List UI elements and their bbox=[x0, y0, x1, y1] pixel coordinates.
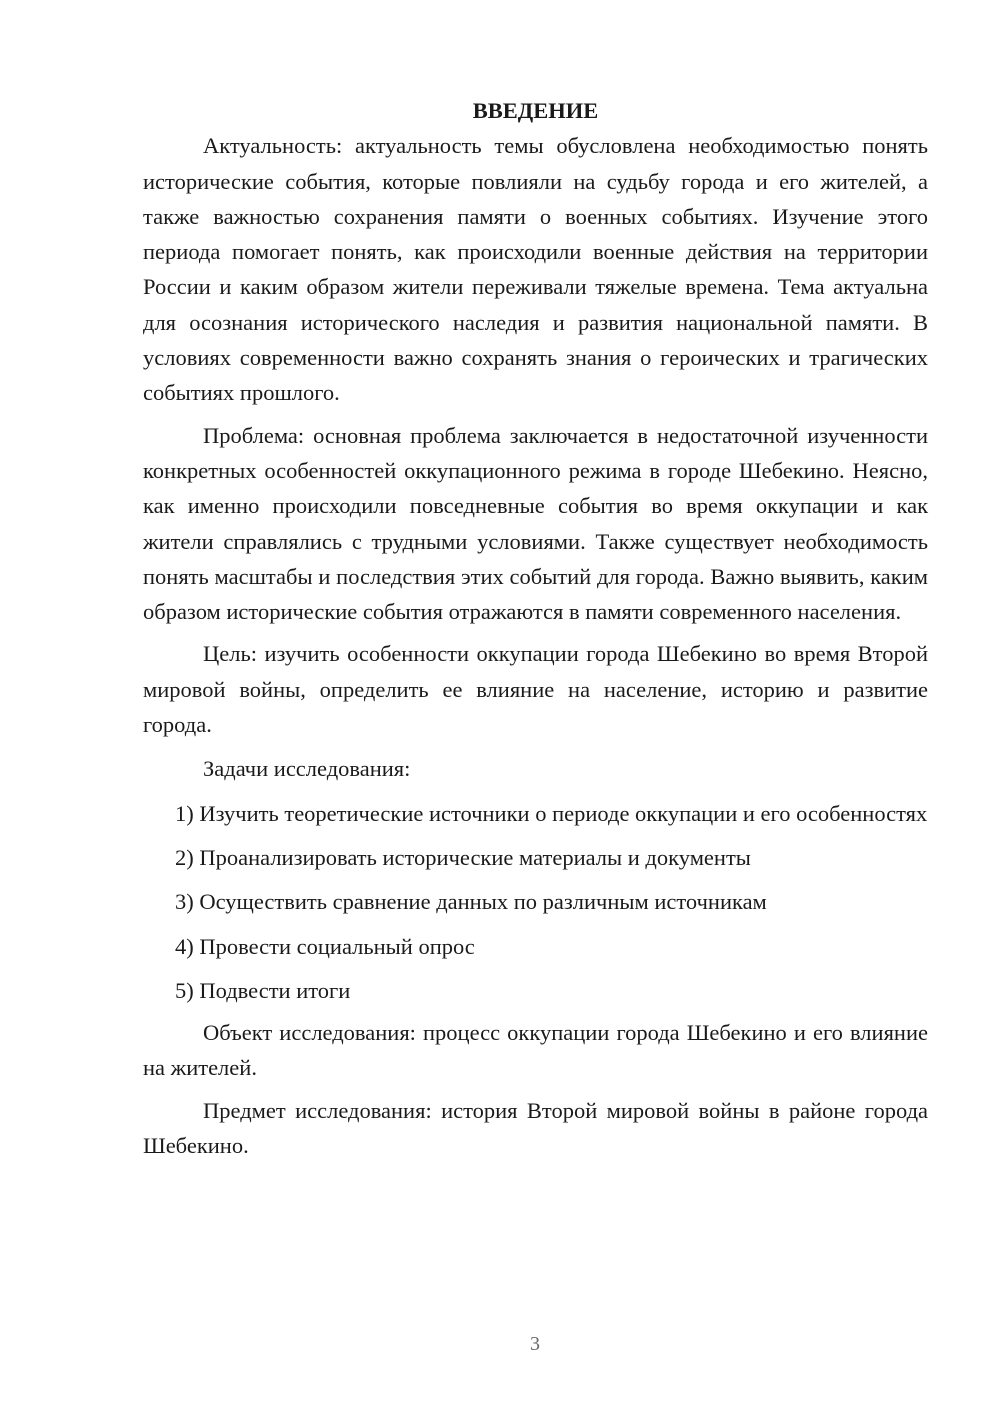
task-item-1: 1) Изучить теоретические источники о периоде оккупации и его особенностях bbox=[175, 800, 928, 826]
tasks-list bbox=[143, 796, 928, 1008]
task-item-5: 5) Подвести итоги bbox=[175, 977, 351, 1003]
task-item-3: 3) Осуществить сравнение данных по различным источникам bbox=[175, 889, 767, 915]
subject-paragraph: Предмет исследования: история Второй мировой войны в районе города Шебекино. bbox=[143, 1097, 928, 1159]
tasks-title: Задачи исследования: bbox=[203, 756, 411, 782]
section-heading: ВВЕДЕНИЕ bbox=[472, 98, 599, 123]
task-item-2: 2) Проанализировать исторические материалы и документы bbox=[175, 844, 751, 870]
problem-paragraph: Проблема: основная проблема заключается в недостаточной изученности конкретных особенностей оккупационного режима в городе Шебекино. Неясно, как именно происходили повседневные события во время оккупации и как жители справлялись с трудными условиями. Также существует необходимость понять масштабы и последствия этих событий для города. Важно выявить, каким образом исторические события отражаются в памяти современного населения. bbox=[143, 422, 928, 625]
relevance-paragraph: Актуальность: актуальность темы обусловлена необходимостью понять исторические события, которые повлияли на судьбу города и его жителей, а также важностью сохранения памяти о военных событиях. Изучение этого периода помогает понять, как происходили военные действия на территории России и каким образом жители переживали тяжелые времена. Тема актуальна для осознания исторического наследия и развития национальной памяти. В условиях современности важно сохранять знания о героических и трагических событиях прошлого. bbox=[143, 133, 928, 406]
page-content bbox=[143, 93, 928, 1163]
object-paragraph: Объект исследования: процесс оккупации города Шебекино и его влияние на жителей. bbox=[143, 1020, 928, 1081]
goal-paragraph: Цель: изучить особенности оккупации города Шебекино во время Второй мировой войны, определить ее влияние на население, историю и развитие города. bbox=[143, 641, 928, 738]
task-item-4: 4) Провести социальный опрос bbox=[175, 933, 475, 959]
page-number: 3 bbox=[530, 1333, 540, 1355]
